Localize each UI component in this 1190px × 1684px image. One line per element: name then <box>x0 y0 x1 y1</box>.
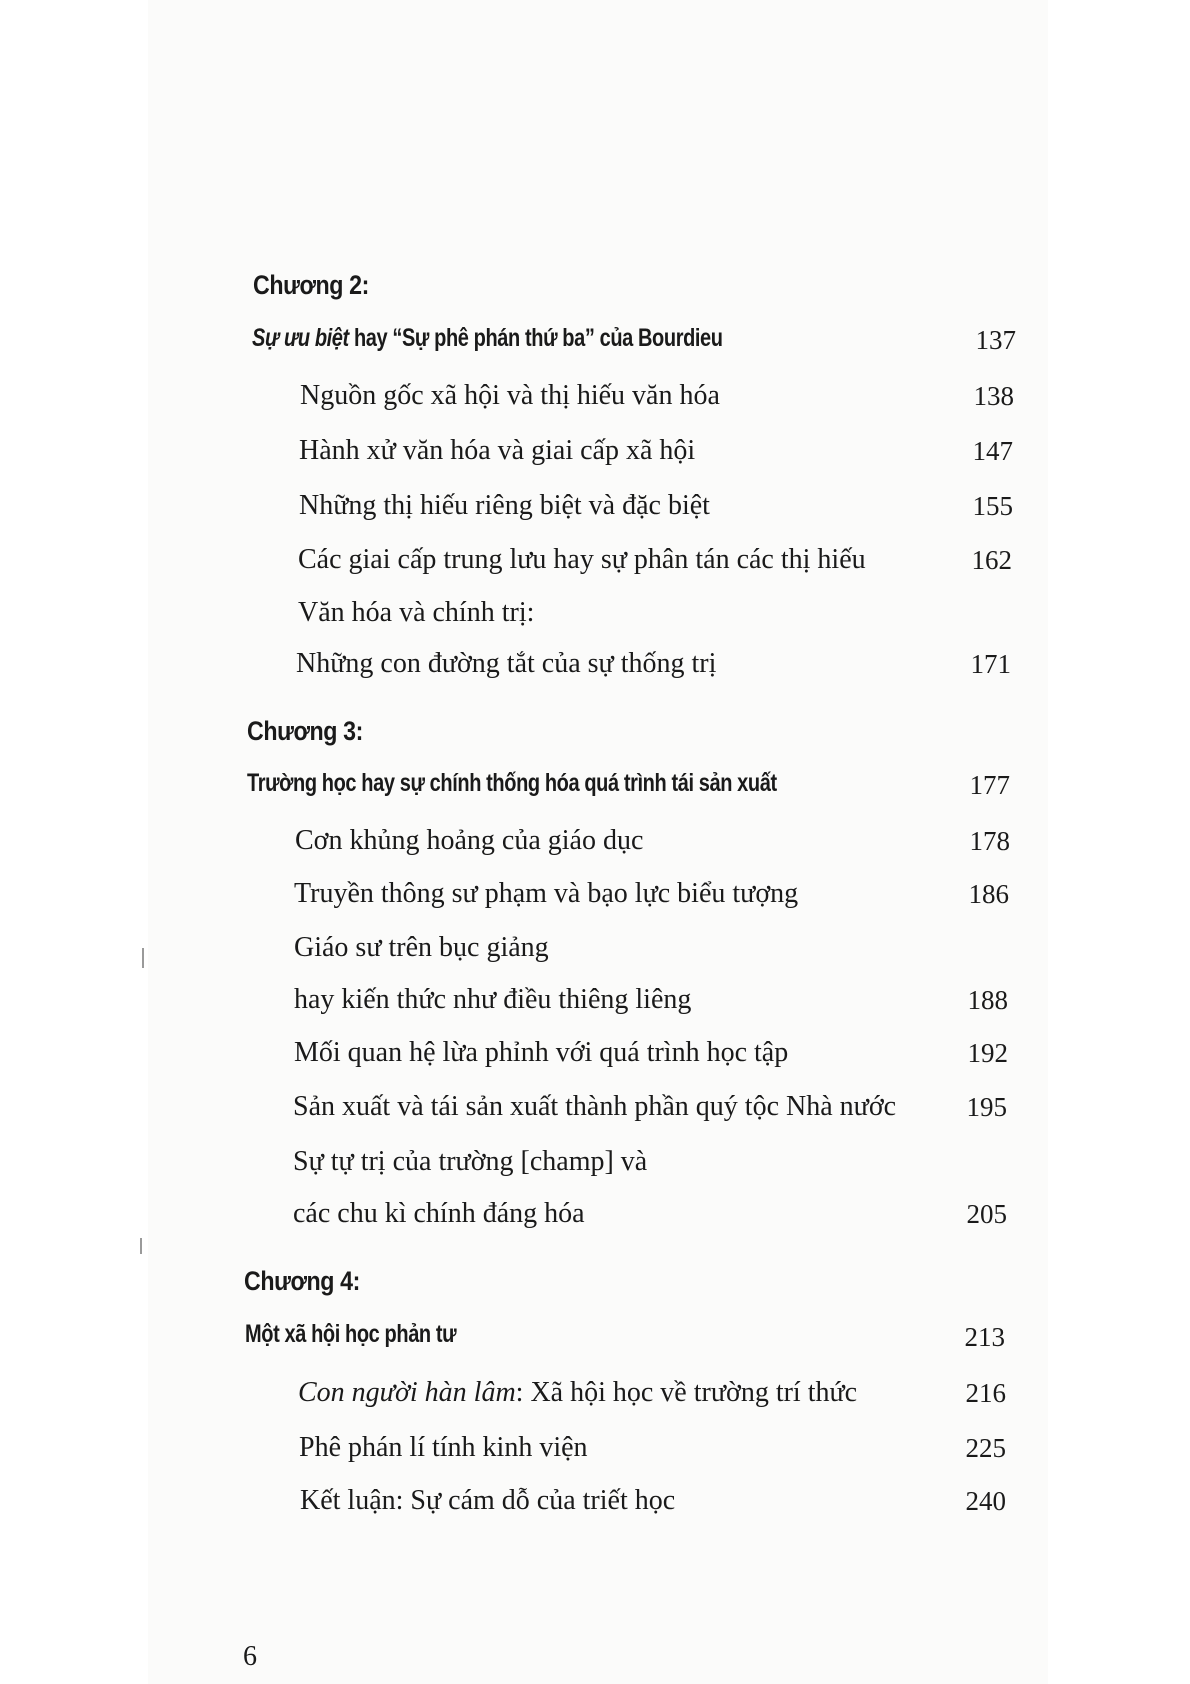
toc-entry-text: Phê phán lí tính kinh viện <box>299 1432 588 1463</box>
toc-entry-text: Giáo sư trên bục giảng <box>294 932 549 963</box>
toc-entry-text-line2: hay kiến thức như điều thiêng liêng <box>294 984 692 1015</box>
toc-entry-text: Nguồn gốc xã hội và thị hiếu văn hóa <box>300 380 720 411</box>
chapter-2-page: 137 <box>975 325 1016 355</box>
toc-entry-page: 188 <box>967 985 1008 1015</box>
toc-entry-page: 216 <box>965 1378 1006 1408</box>
toc-entry-page: 155 <box>972 491 1013 521</box>
toc-entry-page: 178 <box>969 826 1010 856</box>
chapter-3-page: 177 <box>969 770 1010 800</box>
toc-entry-text <box>298 1377 857 1409</box>
scan-mark <box>140 1238 142 1254</box>
toc-entry-page: 138 <box>973 381 1014 411</box>
toc-entry-text-line2: các chu kì chính đáng hóa <box>293 1198 585 1229</box>
toc-entry-rest: : Xã hội học về trường trí thức <box>515 1377 858 1408</box>
toc-entry-text: Mối quan hệ lừa phỉnh với quá trình học tập <box>294 1037 789 1068</box>
toc-entry-text: Truyền thông sư phạm và bạo lực biểu tượng <box>294 878 799 909</box>
toc-entry-page: 162 <box>971 545 1012 575</box>
toc-entry-text-line2: Những con đường tắt của sự thống trị <box>296 648 717 679</box>
chapter-2-title <box>252 324 723 353</box>
toc-entry-page: 195 <box>966 1092 1007 1122</box>
scan-mark <box>142 948 144 968</box>
chapter-3-title: Trường học hay sự chính thống hóa quá trình tái sản xuất <box>247 769 777 797</box>
toc-entry-page: 171 <box>970 649 1011 679</box>
toc-entry-text: Sản xuất và tái sản xuất thành phần quý tộc Nhà nước <box>293 1091 897 1122</box>
toc-entry-text: Các giai cấp trung lưu hay sự phân tán các thị hiếu <box>298 544 866 575</box>
toc-entry-page: 225 <box>965 1433 1006 1463</box>
chapter-2-label: Chương 2: <box>253 270 369 300</box>
chapter-2-title-italic: Sự ưu biệt <box>252 324 349 352</box>
chapter-4-label: Chương 4: <box>244 1266 360 1296</box>
toc-entry-text: Sự tự trị của trường [champ] và <box>293 1146 648 1177</box>
toc-entry-italic: Con người hàn lâm <box>298 1377 516 1408</box>
toc-entry-page: 240 <box>965 1486 1006 1516</box>
toc-entry-text: Hành xử văn hóa và giai cấp xã hội <box>299 435 696 466</box>
toc-entry-text: Văn hóa và chính trị: <box>298 597 535 628</box>
toc-entry-text: Kết luận: Sự cám dỗ của triết học <box>300 1485 676 1516</box>
toc-entry-page: 205 <box>966 1199 1007 1229</box>
toc-entry-page: 192 <box>967 1038 1008 1068</box>
toc-entry-text: Những thị hiếu riêng biệt và đặc biệt <box>299 490 710 521</box>
chapter-4-title: Một xã hội học phản tư <box>245 1320 457 1348</box>
chapter-4-page: 213 <box>964 1322 1005 1352</box>
chapter-2-title-rest: hay “Sự phê phán thứ ba” của Bourdieu <box>348 324 723 352</box>
toc-entry-page: 147 <box>972 436 1013 466</box>
chapter-3-label: Chương 3: <box>247 716 363 746</box>
toc-entry-text: Cơn khủng hoảng của giáo dục <box>295 825 644 856</box>
page-number: 6 <box>243 1641 257 1672</box>
toc-entry-page: 186 <box>968 879 1009 909</box>
